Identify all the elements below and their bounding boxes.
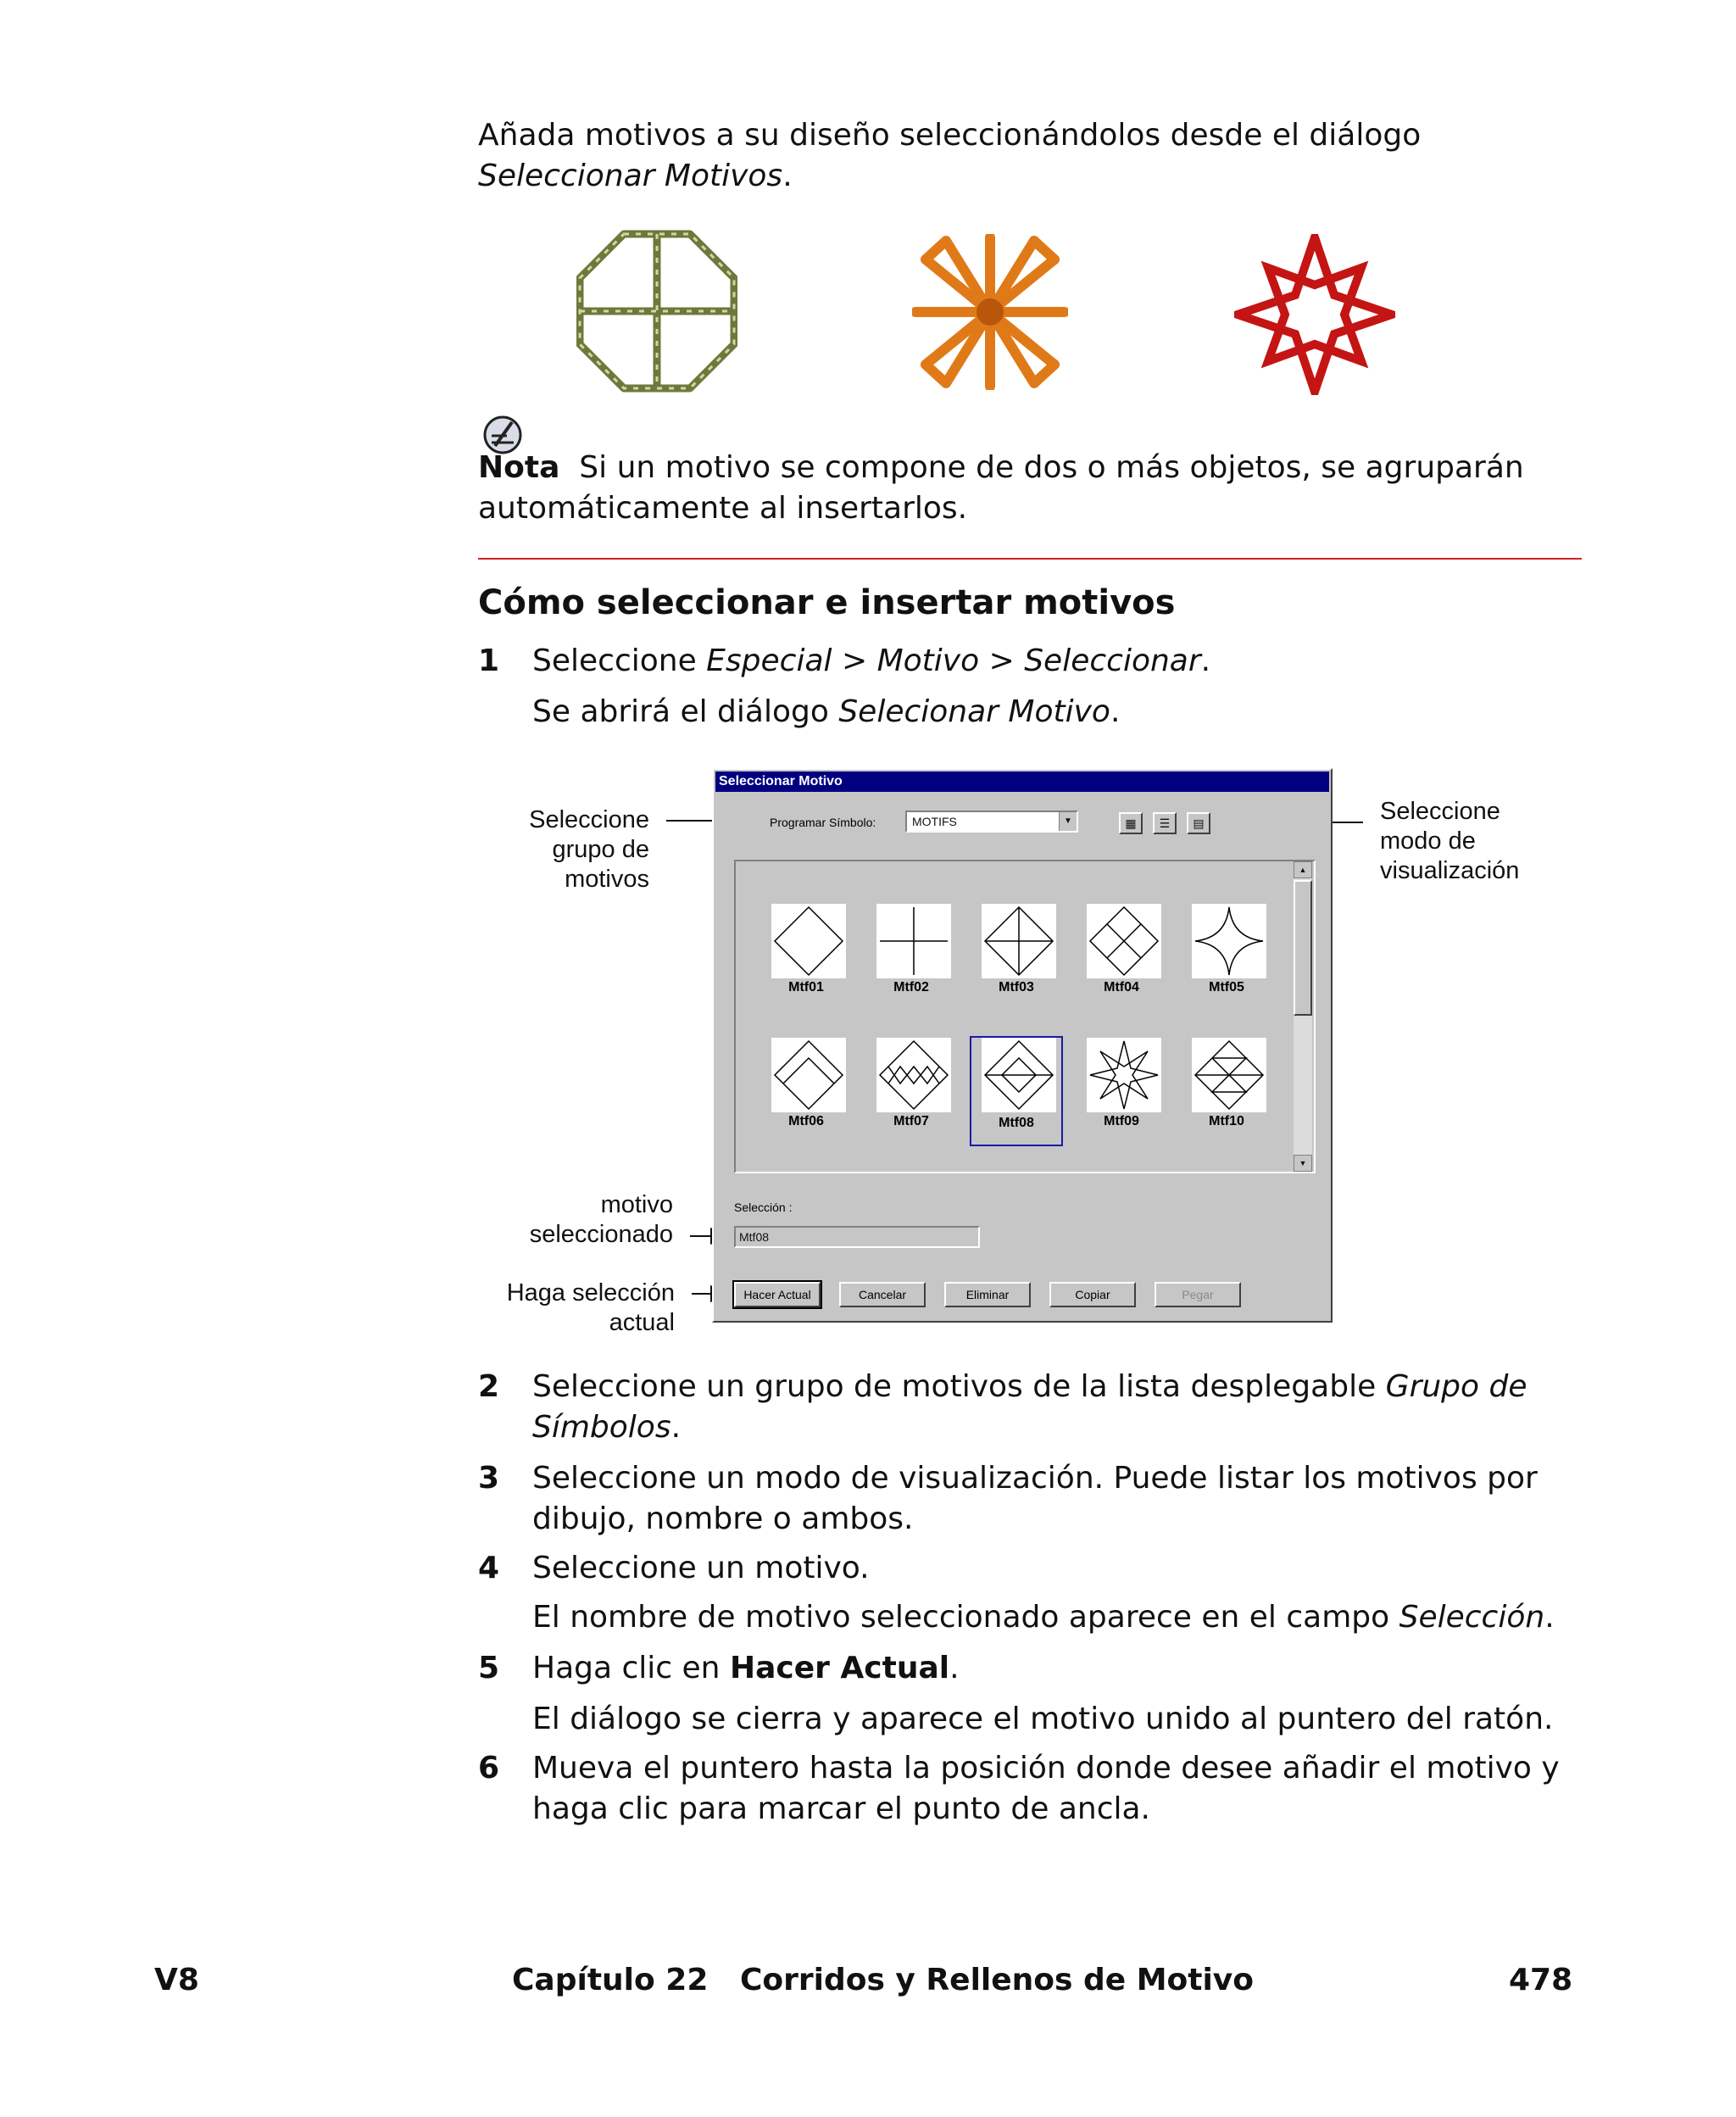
step-5-result: El diálogo se cierra y aparece el motivo unido al puntero del ratón. (532, 1702, 1554, 1736)
intro-end: . (782, 159, 793, 193)
step-5-end: . (949, 1651, 960, 1685)
motif-diamond-zigzag-icon (876, 1038, 951, 1112)
motif-label: Mtf08 (999, 1116, 1034, 1130)
menu-motivo: Motivo (876, 643, 980, 678)
motif-label: Mtf04 (1104, 980, 1139, 994)
motif-cross-icon (876, 904, 951, 978)
menu-seleccionar: Seleccionar (1024, 643, 1201, 678)
menu-especial: Especial (706, 643, 832, 678)
motif-tile-mtf05[interactable] (1180, 902, 1273, 1012)
scroll-down-icon[interactable]: ▼ (1294, 1155, 1312, 1172)
footer-chapter: Capítulo 22 Corridos y Rellenos de Motivo (512, 1963, 1255, 1997)
step-2-dropdown-name: Grupo de Símbolos (532, 1369, 1527, 1445)
menu-separator: > (979, 643, 1025, 678)
copy-button[interactable]: Copiar (1049, 1282, 1136, 1307)
motif-tile-mtf09[interactable] (1075, 1036, 1168, 1146)
callout-group-line2: grupo de (552, 836, 649, 863)
footer-page-number: 478 (1509, 1963, 1573, 1997)
step-1-pre: Seleccione (532, 643, 707, 678)
intro-dialog-name: Seleccionar Motivos (478, 159, 783, 193)
motif-diamond-grid-icon (1087, 904, 1161, 978)
step-5-text (532, 1648, 1592, 1689)
motif-hourglass-diamond-icon (1192, 1038, 1266, 1112)
note-text: Si un motivo se compone de dos o más objetos, se agruparán automáticamente al insertarlos. (478, 450, 1524, 526)
view-icons-button[interactable]: ▦ (1119, 812, 1143, 834)
motif-tile-mtf08-selected[interactable] (970, 1036, 1063, 1146)
callout-selected-line1: motivo (600, 1191, 673, 1218)
motif-tile-mtf07[interactable] (865, 1036, 958, 1146)
delete-button[interactable]: Eliminar (944, 1282, 1031, 1307)
motif-tile-mtf04[interactable] (1075, 902, 1168, 1012)
callout-group-line1: Seleccione (529, 806, 649, 833)
callout-view-line1: Seleccione (1380, 798, 1500, 825)
motif-tile-mtf01[interactable] (760, 902, 853, 1012)
section-heading: Cómo seleccionar e insertar motivos (478, 583, 1176, 622)
motif-label: Mtf07 (893, 1114, 929, 1128)
step-4-number: 4 (478, 1551, 500, 1585)
motif-label: Mtf02 (893, 980, 929, 994)
scroll-up-icon[interactable]: ▲ (1294, 861, 1312, 878)
motif-label: Mtf03 (999, 980, 1034, 994)
motif-tile-mtf06[interactable] (760, 1036, 853, 1146)
symbol-group-value: MOTIFS (912, 815, 957, 828)
paste-button: Pegar (1155, 1282, 1241, 1307)
view-names-button[interactable]: ☰ (1153, 812, 1177, 834)
step-3-number: 3 (478, 1461, 500, 1496)
step-5-pre: Haga clic en (532, 1651, 730, 1685)
motif-label: Mtf01 (788, 980, 824, 994)
step-4-result-pre: El nombre de motivo seleccionado aparece en el campo (532, 1600, 1399, 1635)
step-1-result-end: . (1110, 694, 1121, 729)
motif-label: Mtf10 (1209, 1114, 1244, 1128)
step-2-end: . (670, 1410, 682, 1445)
step-4-result-end: . (1544, 1600, 1555, 1635)
step-2-number: 2 (478, 1369, 500, 1404)
step-2-pre: Seleccione un grupo de motivos de la lista desplegable (532, 1369, 1386, 1404)
step-3-text: Seleccione un modo de visualización. Puede listar los motivos por dibujo, nombre o ambos. (532, 1461, 1538, 1536)
cancel-button[interactable]: Cancelar (839, 1282, 926, 1307)
callout-view-line3: visualización (1380, 857, 1520, 884)
selection-field[interactable]: Mtf08 (734, 1226, 980, 1248)
note-label: Nota (478, 450, 560, 485)
group-label: Programar Símbolo: (770, 816, 876, 829)
motif-diamond-cross-icon (982, 904, 1056, 978)
step-1-dialog-name: Selecionar Motivo (838, 694, 1110, 729)
step-4-text: Seleccione un motivo. (532, 1551, 870, 1585)
step-1-result-pre: Se abrirá el diálogo (532, 694, 839, 729)
motif-diamond-icon (771, 904, 846, 978)
step-1-number: 1 (478, 643, 500, 678)
callout-view-line2: modo de (1380, 827, 1476, 855)
motif-diamond-chevron-icon (771, 1038, 846, 1112)
motif-nested-diamond-icon (982, 1038, 1056, 1112)
callout-current-line1: Haga selección (506, 1279, 675, 1306)
motif-tile-mtf03[interactable] (970, 902, 1063, 1012)
selection-label: Selección : (734, 1201, 793, 1214)
callout-selected-line2: seleccionado (529, 1221, 673, 1248)
scroll-thumb[interactable] (1294, 880, 1312, 1016)
make-current-button[interactable]: Hacer Actual (734, 1282, 821, 1307)
chevron-down-icon[interactable]: ▼ (1059, 812, 1077, 831)
step-6-number: 6 (478, 1751, 500, 1786)
step-4-result (532, 1597, 1592, 1638)
motif-list-scrollbar[interactable] (1294, 861, 1312, 1172)
step-6-text: Mueva el puntero hasta la posición donde desee añadir el motivo y haga clic para marcar el punto de ancla. (532, 1751, 1560, 1826)
motif-eight-point-star-icon (1087, 1038, 1161, 1112)
motif-list[interactable] (734, 860, 1316, 1173)
step-5-button-name: Hacer Actual (729, 1651, 950, 1685)
menu-separator: > (832, 643, 877, 678)
footer-version: V8 (154, 1963, 199, 1997)
motif-tile-mtf10[interactable] (1180, 1036, 1273, 1146)
intro-text: Añada motivos a su diseño seleccionándolos desde el diálogo (478, 118, 1422, 153)
step-1-end: . (1200, 643, 1211, 678)
step-4-field-name: Selección (1399, 1600, 1545, 1635)
motif-four-point-star-icon (1192, 904, 1266, 978)
callout-current-line2: actual (609, 1309, 675, 1336)
dialog-title: Seleccionar Motivo (715, 772, 1329, 792)
motif-tile-mtf02[interactable] (865, 902, 958, 1012)
symbol-group-dropdown[interactable] (905, 811, 1078, 833)
callout-group-line3: motivos (565, 866, 649, 893)
view-both-button[interactable]: ▤ (1187, 812, 1210, 834)
step-2-text (532, 1367, 1592, 1448)
motif-label: Mtf09 (1104, 1114, 1139, 1128)
select-motif-dialog (712, 768, 1333, 1323)
motif-label: Mtf06 (788, 1114, 824, 1128)
step-5-number: 5 (478, 1651, 500, 1685)
motif-label: Mtf05 (1209, 980, 1244, 994)
